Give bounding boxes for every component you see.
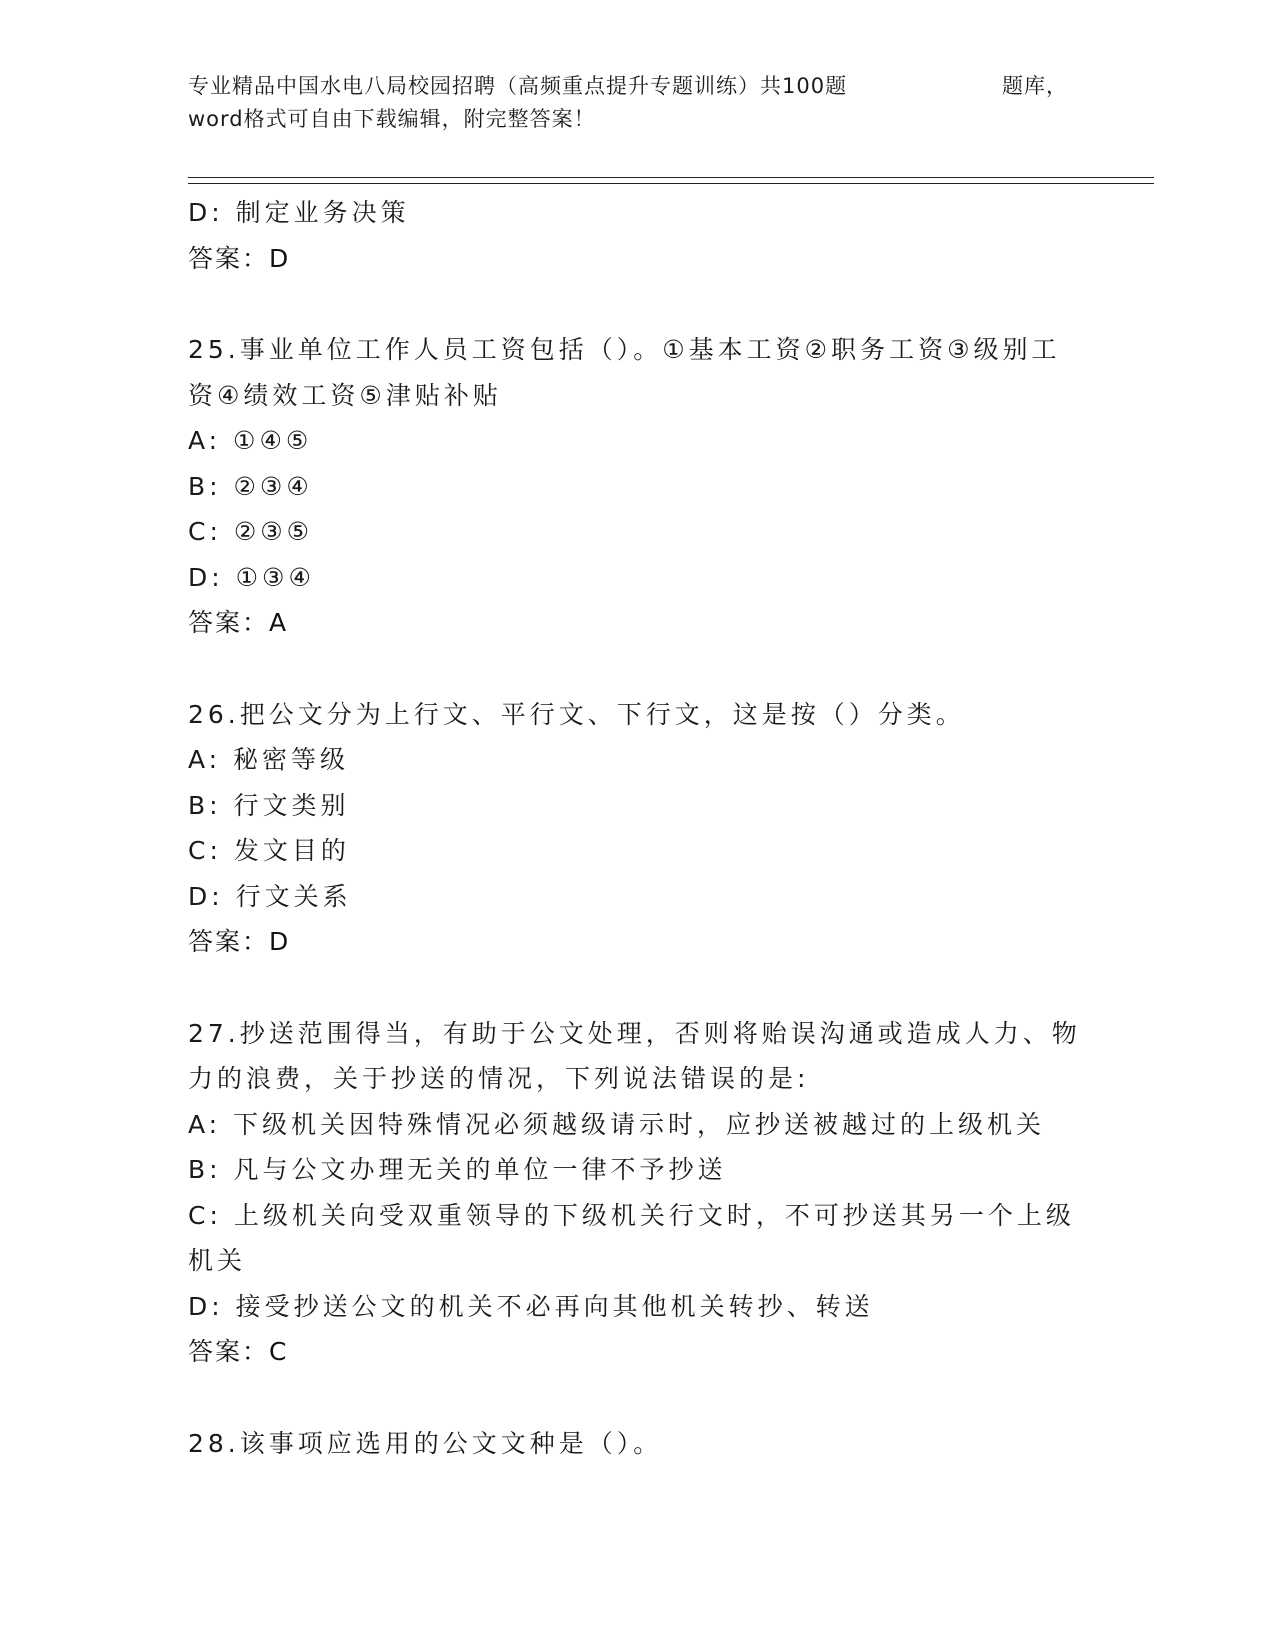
q26-option-a: A: 秘密等级 [188, 745, 350, 774]
header-line-1 [188, 70, 1068, 103]
page-header [188, 70, 1068, 136]
question-27 [188, 1011, 1088, 1375]
q25-option-c: C: ②③⑤ [188, 517, 314, 546]
header-title-suffix: 题库， [1002, 74, 1068, 98]
spacer [188, 965, 1088, 1011]
spacer [188, 281, 1088, 327]
prev-option-d: D: 制定业务决策 [188, 198, 410, 227]
q27-option-b: B: 凡与公文办理无关的单位一律不予抄送 [188, 1155, 727, 1184]
q27-option-c-line-1: C: 上级机关向受双重领导的下级机关行文时，不可抄送其另一个上级 [188, 1200, 1075, 1230]
header-title: 专业精品中国水电八局校园招聘（高频重点提升专题训练）共100题 [188, 74, 848, 98]
q26-answer: 答案：D [188, 927, 291, 956]
q25-stem-line-1: 25.事业单位工作人员工资包括（）。①基本工资②职务工资③级别工 [188, 335, 1061, 364]
q27-stem-line-2: 力的浪费，关于抄送的情况，下列说法错误的是: [188, 1064, 810, 1093]
q25-option-a: A: ①④⑤ [188, 426, 313, 455]
q26-option-c: C: 发文目的 [188, 836, 350, 865]
q27-option-c-line-2: 机关 [188, 1246, 247, 1275]
q27-option-a: A: 下级机关因特殊情况必须越级请示时，应抄送被越过的上级机关 [188, 1109, 1046, 1139]
header-rule-top [188, 177, 1154, 178]
question-26 [188, 692, 1088, 965]
q26-option-d: D: 行文关系 [188, 881, 352, 911]
q25-stem-line-2: 资④绩效工资⑤津贴补贴 [188, 380, 502, 410]
header-rule-bottom [188, 183, 1154, 184]
question-28 [188, 1421, 1088, 1467]
q25-answer: 答案：A [188, 608, 289, 637]
q27-answer: 答案：C [188, 1337, 289, 1366]
spacer [188, 1375, 1088, 1421]
prev-answer: 答案：D [188, 243, 291, 273]
spacer [188, 646, 1088, 692]
q25-option-d: D: ①③④ [188, 562, 315, 592]
header-line-2: word格式可自由下载编辑，附完整答案！ [188, 107, 596, 131]
q28-stem-line-1: 28.该事项应选用的公文文种是（）。 [188, 1428, 663, 1458]
q26-stem-line-1: 26.把公文分为上行文、平行文、下行文，这是按（）分类。 [188, 699, 965, 729]
q27-stem-line-1: 27.抄送范围得当，有助于公文处理，否则将贻误沟通或造成人力、物 [188, 1018, 1081, 1048]
q27-option-d: D: 接受抄送公文的机关不必再向其他机关转抄、转送 [188, 1291, 874, 1321]
q26-option-b: B: 行文类别 [188, 790, 350, 820]
question-25 [188, 327, 1088, 646]
q25-option-b: B: ②③④ [188, 471, 313, 501]
document-body [188, 190, 1088, 1466]
